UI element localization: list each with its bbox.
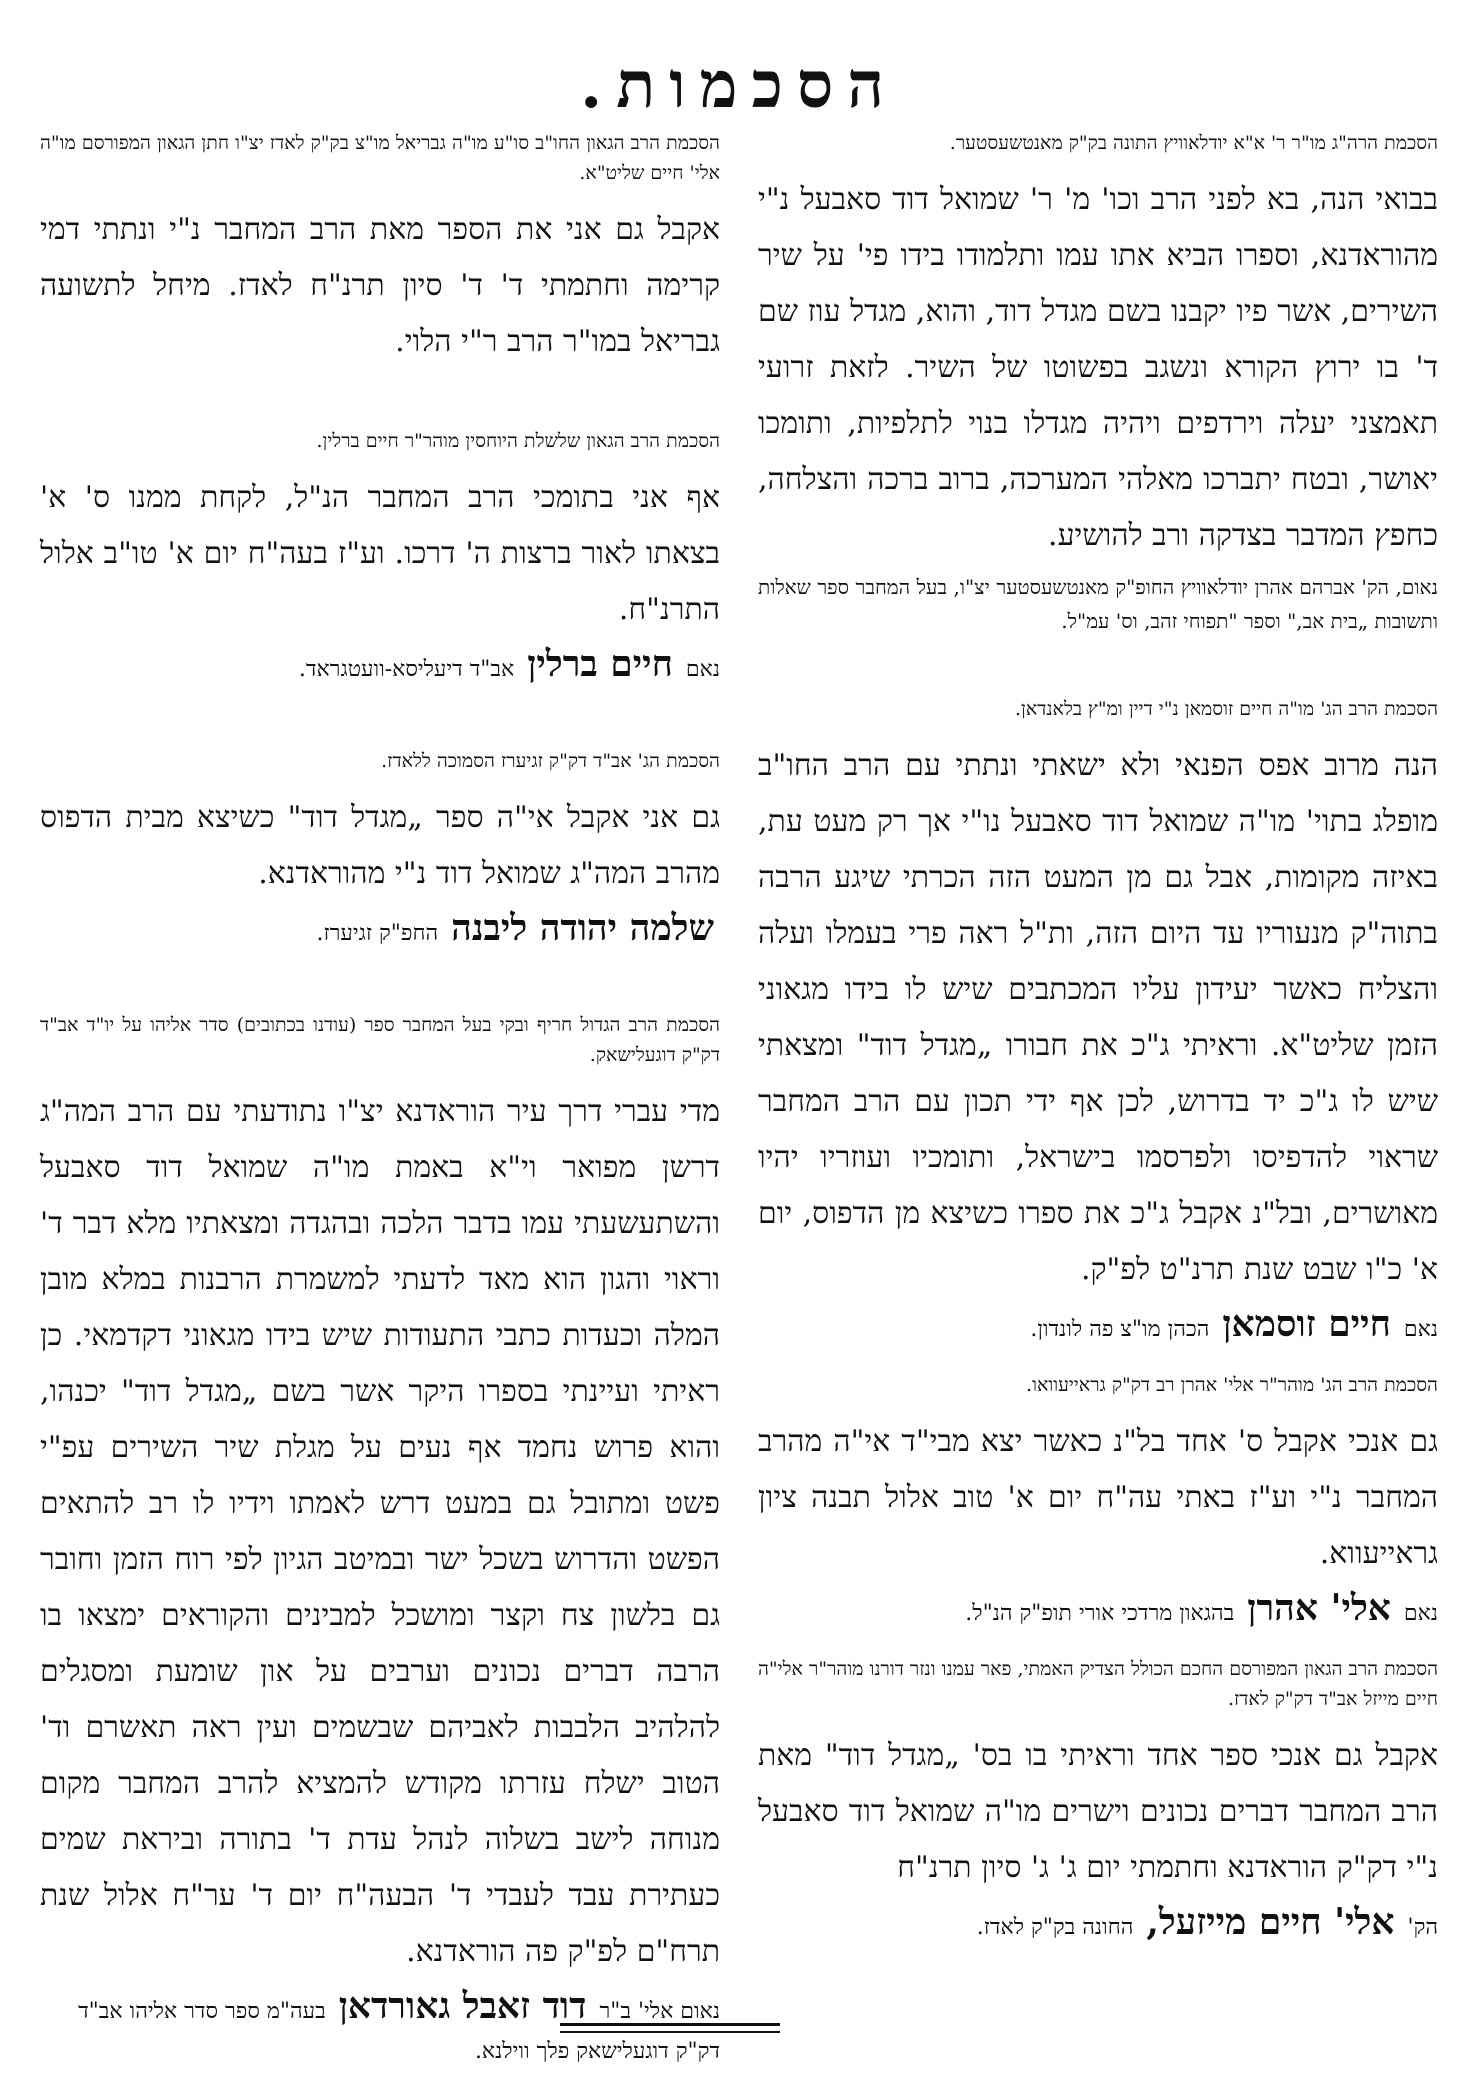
approbation-body: מדי עברי דרך עיר הוראדנא יצ"ו נתודעתי עם הרב המה"ג דרשן מפואר וי"א באמת מו"ה שמואל דוד סאבעל והשתעשעתי עמו בדבר הלכה ובהגדה ומצאתיו מלא דבר ד' וראוי והגון הוא מאד לדעתי למשמרת הרבנות במלא מובן המלה וכעדות כתבי התעודות שיש בידו מגאוני דקדמאי. כן ראיתי ועיינתי בספרו היקר אשר בשם „מגדל דוד" יכנהו, והוא פרוש נחמד אף נעים על מגלת שיר השירים עפ"י פשט ומתובל גם במעט דרש לאמתו וידיו לו רב להתאים הפשט והדרוש בשכל ישר ובמיטב הגיון לפי רוח הזמן וחובר גם בלשון צח וקצר ומושכל למבינים והקוראים ימצאו בו הרבה דברים נכונים וערבים על און שומעת ומסגלים להלהיב הלבבות לאביהם שבשמים ועין ראה תאשרם וד' הטוב ישלח עזרתו מקודש להמציא להרב המחבר מקום מנוחה לישב בשלוה לנהל עדת ד' בתורה וביראת שמים כעתירת עבד לעבדי ד' הבעה"ח יום ד' ער"ח אלול שנת תרח"ם לפ"ק פה הוראדנא. [40,1094,721,1969]
signature-suffix: אב"ד דיעליסא-וועטגראד. [298,657,515,682]
approbation-heading: הסכמת הרב הג' מוהר"ר אלי' אהרן רב דק"ק גראייעוואו. [1026,1374,1438,1396]
signature-prefix: נאם [1403,1317,1438,1342]
approbation-body: אף אני בתומכי הרב המחבר הנ"ל, לקחת ממנו ס' א' בצאתו לאור ברצות ה' דרכו. וע"ז בעה"ח יום א' טו"ב אלול התרנ"ח. [40,480,720,627]
signature-suffix: הכהן מו"צ פה לונדון. [1030,1317,1210,1342]
approbation-signature [40,908,720,954]
approbation-heading: הסכמת הרב הגדול חריף ובקי בעל המחבר ספר (עודנו בכתובים) סדר אליהו על יו"ד אב"ד דק"ק דוגעלישאק. [40,1014,720,1066]
signature-prefix: נאם [685,657,720,682]
signer-name: אלי' חיים מייזעל, [1146,1901,1395,1943]
approbation-heading: הסכמת הרב הג' מו"ה חיים זוסמאן נ"י דיין ומ"ץ בלאנדאן. [1014,698,1438,720]
signature-suffix: החפ"ק זגיערז. [316,921,439,946]
right-column [758,128,1438,1968]
approbation-heading: הסכמת הרב הגאון החו"ב סו"ע מו"ה גבריאל מו"צ בק"ק לאדז יצ"ו חתן הגאון המפורסם מו"ה אלי' חיים שליט"א. [40,132,720,184]
approbation-zusman [758,694,1438,1350]
approbation-body: אקבל גם אני את הספר מאת הרב המחבר נ"י ונתתי דמי קרימה וחתמתי ד' ד' סיון תרנ"ח לאדז. מיחל לתשועה גבריאל במו"ר הרב ר"י הלוי. [40,212,720,359]
approbation-gordon [40,1010,720,2072]
approbation-body: גם אנכי אקבל ס' אחד בל"נ כאשר יצא מבי"ד אי"ה מהרב המחבר נ"י וע"ז באתי עה"ח יום א' טוב אלול תבנה ציון גראייעווא. [758,1424,1438,1571]
approbation-yudelovitz [758,128,1438,638]
approbation-body: בבואי הנה, בא לפני הרב וכו' מ' ר' שמואל דוד סאבעל נ"י מהוראדנא, וספרו הביא אתו עמו ותלמודו בידו פי' על שיר השירים, אשר פיו יקבנו בשם מגדל דוד, והוא, מגדל עוז שם ד' בו ירוץ הקורא ונשגב בפשוטו של השיר. לזאת זרועי תאמצני יעלה וירדפים ויהיה מגדלו בנוי לתלפיות, ותומכו יאושר, ובטח יתברכו מאלהי המערכה, ברוב ברכה והצלחה, כחפץ המדבר בצדקה ורב להושיע. [758,182,1438,553]
approbation-signature [758,1902,1438,1948]
page-title: הסכמות. [579,48,899,123]
approbation-heading: הסכמת הג' אב"ד דק"ק זגיערז הסמוכה ללאדז. [381,750,720,772]
signature-suffix: בעה"מ ספר סדר אליהו אב"ד דק"ק דוגעלישאק פלך ווילנא. [78,1999,720,2064]
signer-name: שלמה יהודה ליבנה [451,907,714,949]
signature-prefix: הק' [1407,1915,1438,1940]
approbation-meisel [758,1654,1438,1948]
signature-prefix: נאום אלי' ב"ר [599,1999,720,2024]
signer-name: דוד זאבל גאורדאן [338,1985,587,2027]
footer-double-rule [560,2023,780,2033]
approbation-body: הנה מרוב אפס הפנאי ולא יש‎אתי ונתתי עם הרב החו"ב מופלג בתוי' מו"ה שמואל דוד סאבעל נו"י אך רק מעט עת, באיזה מקומות, אבל גם מן המעט הזה הכרתי שיגע הרבה בתוה"ק מנעוריו עד היום הזה, ות"ל ראה פרי בעמלו ועלה והצליח כאשר יעידון עליו המכתבים שיש לו בידו מגאוני הזמן שליט"א. וראיתי ג"כ את חבורו „מגדל דוד" ומצאתי שיש לו ג"כ יד בדרוש, לכן אף ידי תכון עם הרב המחבר שראוי להדפיסו ולפרסמו בישראל, ותומכיו ועוזריו יהיו מאושרים, ובל"נ אקבל ג"כ את ספרו כשיצא מן הדפוס, יום א' כ"ו שבט שנת תרנ"ט לפ"ק. [758,748,1438,1287]
left-column [40,128,720,2092]
approbation-gavriel [40,128,720,370]
signer-name: אלי' אהרן [1247,1587,1391,1629]
approbation-eli-aharon [758,1370,1438,1634]
approbation-signature [40,644,720,690]
signer-name: חיים זוסמאן [1222,1303,1391,1345]
approbation-berlin [40,426,720,690]
approbation-signature: נאום, הק' אברהם אהרן יודלאוויץ החופ"ק מאנטשעסטער יצ"ו, בעל המחבר ספר שאלות ותשובות „בית אב," וספר "תפוחי זהב, וס' עמ"ל. [758,575,1438,633]
approbation-heading: הסכמת הרה"ג מו"ר ר' א"א יודלאוויץ התונה בק"ק מאנטשעסטער. [949,132,1438,154]
approbation-body: גם אני אקבל אי"ה ספר „מגדל דוד" כשיצא מבית הדפוס מהרב המה"ג שמואל דוד נ"י מהוראדנא. [40,800,720,891]
approbation-signature [758,1588,1438,1634]
signature-suffix: בהגאון מרדכי אורי תופ"ק הנ"ל. [965,1601,1235,1626]
approbation-signature [758,1304,1438,1350]
approbation-livne [40,746,720,954]
approbation-body: אקבל גם אנכי ספר אחד וראיתי בו בס' „מגדל דוד" מאת הרב המחבר דברים נכונים וישרים מו"ה שמואל דוד סאבעל נ"י דק"ק הוראדנא וחתמתי יום ג' ג' סיון תרנ"ח [758,1738,1438,1885]
approbation-heading: הסכמת הרב הגאון שלשלת היוחסין מוהר"ר חיים ברלין. [316,430,720,452]
approbation-heading: הסכמת הרב הגאון המפורסם החכם הכולל הצדיק האמתי, פאר עמנו ונזר דורנו מוהר"ר אלי"ה חיים מייזל אב"ד דק"ק לאדז. [758,1658,1439,1710]
signature-prefix: נאם [1403,1601,1438,1626]
signer-name: חיים ברלין [527,643,673,685]
signature-suffix: החונה בק"ק לאדז. [976,1915,1134,1940]
